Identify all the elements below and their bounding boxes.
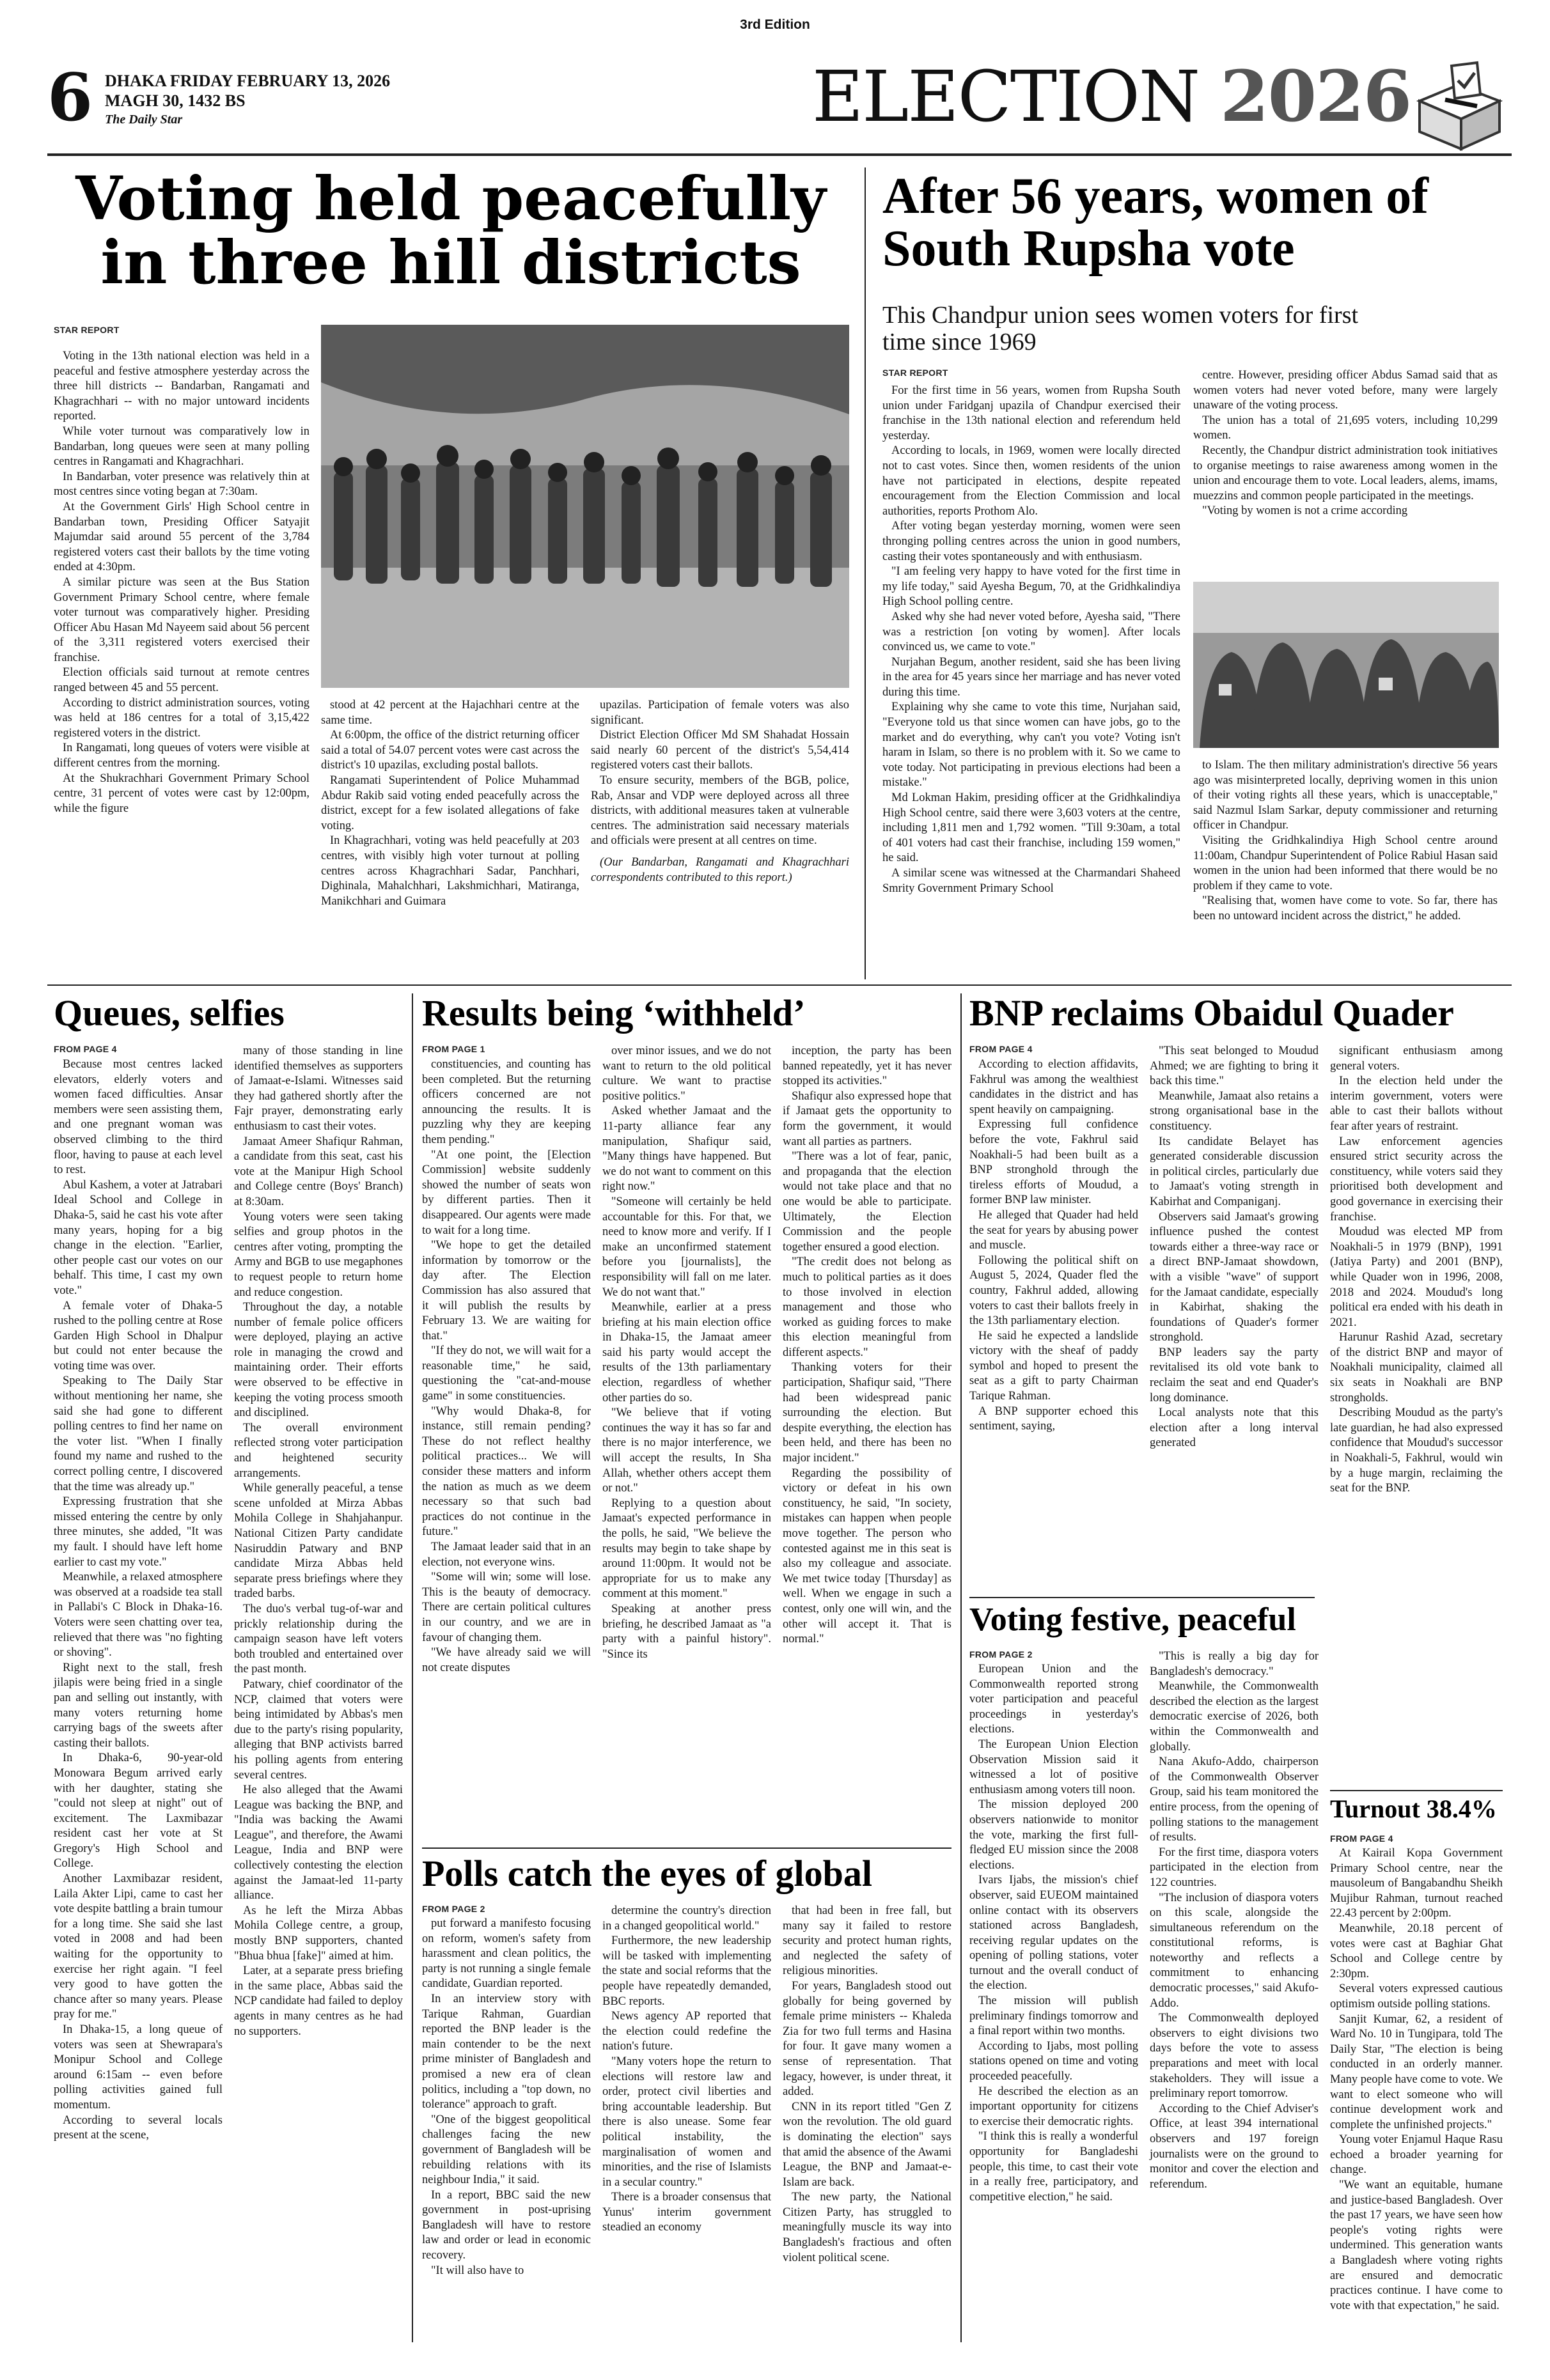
paper-name: The Daily Star — [105, 113, 183, 127]
festive-kicker: FROM PAGE 2 — [969, 1649, 1033, 1660]
rupsha-headline: After 56 years, women of South Rupsha vote — [882, 168, 1429, 277]
polls-column-3: that had been in free fall, but many say it failed to restore security and protect human rights, and neglected the safety of religious minorities. For years, Bangladesh stood out globally for being governed by female prime ministers -- Khaleda Zia for two full terms and Hasina for four. It gave many women a sense of representation. That legacy, however, is under threat, it added. CNN in its report titled "Gen Z won the revolution. The old guard is dominating the election" says that amid the absence of the Awami League, the BNP and Jamaat-e-Islam are back. The new party, the National Citizen Party, has struggled to meaningfully muscle its way into Bangladesh's fractious and often violent political scene. — [783, 1904, 951, 2264]
rupsha-column-2-top: centre. However, presiding officer Abdus Samad said that as women voters had never voted before, many were largely unaware of the voting process. The union has a total of 21,695 voters, including 10,299 women. Recently, the Chandpur district administration took initiatives to organise meetings to raise awareness among women in the union and encourage them to vote. Local leaders, alems, imams, muezzins and common people participated in the meetings. "Voting by women is not a crime according — [1193, 369, 1498, 518]
bnp-headline: BNP reclaims Obaidul Quader — [969, 992, 1454, 1034]
section-year: 2026 — [1220, 55, 1411, 137]
polls-top-rule — [422, 1847, 951, 1849]
bnp-kicker: FROM PAGE 4 — [969, 1044, 1033, 1054]
bottom-divider-1 — [412, 993, 413, 2342]
queues-column-1: Because most centres lacked elevators, elderly voters and women faced difficulties. Ansar members were seen assisting them, and one pregnant woman was observed climbing to the third floor, having to pause at each level to rest. Abul Kashem, a voter at Jatrabari Ideal School and College in Dhaka-5, said he cast his vote after many years, hoping for a big change in the election. "Earlier, other people cast our votes on our behalf. This time, I cast my own vote." A female voter of Dhaka-5 rushed to the polling centre at Rose Garden High School in Dhalpur but could not enter because the voting time was over. Speaking to The Daily Star without mentioning her name, she said she had gone to different polling centres to find her name on the voter list. "When I finally found my name and rushed to the correct polling centre, I discovered that the time was already up." Expressing frustration that she missed entering the centre by only three minutes, she added, "It was my fault. I should have left home earlier to cast my vote." Meanwhile, a relaxed atmosphere was observed at a roadside tea stall in Pallabi's C Block in Dhaka-16. Voters were seen chatting over tea, relieved that there was "no fighting or shoving". Right next to the stall, fresh jilapis were being fried in a single pan and selling out instantly, with many voters returning home carrying bags of the sweets after casting their ballots. In Dhaka-6, 90-year-old Monowara Begum arrived early with her daughter, stating she "could not sleep at night" out of excitement. The Laxmibazar resident cast her vote at St Gregory's High School and College. Another Laxmibazar resident, Laila Akter Lipi, came to cast her vote despite battling a brain tumour for a long time. She said she last voted in 2008 and had been waiting for the opportunity to exercise her right again. "I feel very good to have gotten the chance after so many years. Please pray for me." In Dhaka-15, a long queue of voters was seen at Shewrapara's Monipur School and College around 6:15am -- even before polling activities gained full momentum. According to several locals present at the scene, — [54, 1058, 223, 2142]
top-column-divider — [865, 167, 866, 979]
edition-label: 3rd Edition — [740, 17, 810, 32]
polls-kicker: FROM PAGE 2 — [422, 1904, 485, 1914]
bottom-divider-2 — [960, 993, 962, 2342]
turnout-headline: Turnout 38.4% — [1330, 1794, 1497, 1823]
festive-headline: Voting festive, peaceful — [969, 1601, 1296, 1638]
results-column-2: over minor issues, and we do not want to return to the old political culture. We want to practise positive politics." Asked whether Jamaat and the 11-party alliance fear any manipulation, Shafiqur said, "Many things have happened. But we do not want to comment on this right now." "Someone will certainly be held accountable for this. For that, we need to know more and verify. If I make an unconfirmed statement before you [journalists], the responsibility will fall on me later. We do not want that." Meanwhile, earlier at a press briefing at his main election office in Dhaka-15, the Jamaat ameer said his party would accept the results of the 13th parliamentary election, regardless of whether other parties do so. "We believe that if voting continues the way it has so far and there is no major interference, we will accept the results, In Sha Allah, whether others accept them or not." Replying to a question about Jamaat's expected performance in the polls, he said, "We believe the results may begin to take shape by around 11:00pm. It would not be appropriate for us to make any comment at this moment." Speaking at another press briefing, he described Jamaat as "a party with a painful history". "Since its — [602, 1045, 771, 1661]
queues-column-2: many of those standing in line identified themselves as supporters of Jamaat-e-Islami. Witnesses said they had gathered shortly after the Fajr prayer, demonstrating early enthusiasm to cast their votes. Jamaat Ameer Shafiqur Rahman, a candidate from this seat, cast his vote at the Manipur High School and College centre (Boys' Branch) at 8:30am. Young voters were seen taking selfies and group photos in the centres after voting, prompting the Army and BGB to use megaphones to request people to return home and reduce congestion. Throughout the day, a notable number of female police officers were deployed, playing an active role in managing the crowd and maintaining order. Their efforts were observed to be effective in keeping the voting process smooth and disciplined. The overall environment reflected strong voter participation and heightened security arrangements. While generally peaceful, a tense scene unfolded at Mirza Abbas Mohila College in Shahjahanpur. National Citizen Party candidate Nasiruddin Patwary and BNP candidate Mirza Abbas held separate press briefings where they traded barbs. The duo's verbal tug-of-war and prickly relationship during the campaign season have left voters both troubled and entertained over the past month. Patwary, chief coordinator of the NCP, claimed that voters were being intimidated by Abbas's men due to the party's rising popularity, alleging that BNP activists barred his polling agents from entering several centres. He also alleged that the Awami League was backing the BNP, and "India was backing the Awami League", and therefore, the Awami League, India and BNP were collectively contesting the election against the Jamaat-led 11-party alliance. As he left the Mirza Abbas Mohila College centre, a group, mostly BNP supporters, chanted "Bhua bhua [fake]" aimed at him. Later, at a separate press briefing in the same place, Abbas said the NCP candidate had failed to deploy agents in many centres as he had no supporters. — [234, 1045, 403, 2038]
queues-headline: Queues, selfies — [54, 992, 285, 1034]
rupsha-subhead: This Chandpur union sees women voters for first time since 1969 — [882, 302, 1359, 355]
dateline: DHAKA FRIDAY FEBRUARY 13, 2026 — [105, 72, 391, 90]
turnout-kicker: FROM PAGE 4 — [1330, 1833, 1393, 1844]
festive-column-1: European Union and the Commonwealth reported strong voter participation and peaceful proceedings in yesterday's elections. The European Union Election Observation Mission said it witnessed a lot of positive enthusiasm among voters till noon. The mission deployed 200 observers nationwide to monitor the vote, marking the first full-fledged EU mission since the 2008 elections. Ivars Ijabs, the mission's chief observer, said EUEOM maintained online contact with its observers stationed across Bangladesh, receiving regular updates on the opening of polling stations, voter turnout and the overall conduct of the election. The mission will publish preliminary findings tomorrow and a final report within two months. According to Ijabs, most polling stations opened on time and voting proceeded peacefully. He described the election as an important opportunity for citizens to exercise their democratic rights. "I think this is really a wonderful opportunity for Bangladeshi people, this time, to cast their vote in a really free, participatory, and competitive election," he said. — [969, 1663, 1138, 2204]
ballot-box-icon — [1407, 56, 1509, 152]
festive-column-2: "This is really a big day for Bangladesh's democracy." Meanwhile, the Commonwealth described the election as the largest democratic exercise of 2026, both within the Commonwealth and globally. Nana Akufo-Addo, chairperson of the Commonwealth Observer Group, said his team monitored the entire process, from the opening of polling stations to the management of results. For the first time, diaspora voters participated in the election from 122 countries. "The inclusion of diaspora voters on this scale, alongside the simultaneous referendum on the constitutional reforms, is noteworthy and reflects a commitment to enhancing democratic processes," said Akufo-Addo. The Commonwealth deployed observers to eight divisions two days before the vote to assess preparations and meet with local stakeholders. They will issue a preliminary report tomorrow. According to the Chief Adviser's Office, at least 394 international observers and 197 foreign journalists were on the ground to monitor and cover the election and referendum. — [1150, 1650, 1319, 2191]
bnp-column-3: significant enthusiasm among general voters. In the election held under the interim government, voters were able to cast their ballots without fear after years of restraint. Law enforcement agencies ensured strict security across the constituency, while voters said they prioritised both development and good governance in exercising their franchise. Moudud was elected MP from Noakhali-5 in 1979 (BNP), 1991 (Jatiya Party) and 2001 (BNP), while Quader won in 1996, 2008, 2018 and 2024. Moudud's long political era ended with his death in 2021. Harunur Rashid Azad, secretary of the district BNP and mayor of Noakhali municipality, claimed all six seats in Noakhali are BNP strongholds. Describing Moudud as the party's late guardian, he had also expressed confidence that Moudud's successor in Noakhali-5, Fakhrul, would win by a huge margin, reclaiming the seat for the BNP. — [1330, 1045, 1503, 1495]
polls-column-1: put forward a manifesto focusing on reform, women's safety from harassment and clean politics, the party is not running a single female candidate, Guardian reported. In an interview story with Tarique Rahman, Guardian reported the BNP leader is the main contender to be the next prime minister of Bangladesh and promised a new era of clean politics, including a "top down, no tolerance" approach to graft. "One of the biggest geopolitical challenges facing the new government of Bangladesh will be rebuilding relations with its neighbour India," it said. In a report, BBC said the new government in post-uprising Bangladesh will have to restore law and order or lead in economic recovery. "It will also have to — [422, 1917, 591, 2277]
rupsha-women-photo — [1193, 582, 1499, 748]
section-title — [812, 55, 1411, 137]
results-column-3: inception, the party has been banned repeatedly, yet it has never stopped its activities." Shafiqur also expressed hope that if Jamaat gets the opportunity to form the government, it would want all parties as partners. "There was a lot of fear, panic, and propaganda that the election would not take place and that no one would be able to participate. Ultimately, the Election Commission and the people together ensured a good election. "The credit does not belong as much to political parties as it does to those involved in election management and those who worked as guiding forces to make this election meaningful from different aspects." Thanking voters for their participation, Shafiqur said, "There had been widespread panic surrounding the election. But despite everything, the election has been held, and there has been no major incident." Regarding the possibility of victory or defeat in his own constituency, he said, "In society, mistakes can happen when people move together. The person who contested against me in this seat is also my colleague and associate. We met twice today [Thursday] as well. When we engage in such a contest, only one will win, and the other will accept it. That is normal." — [783, 1045, 951, 1646]
hill-credit: (Our Bandarban, Rangamati and Khagrachhari correspondents contributed to this report.) — [591, 855, 849, 884]
page-number: 6 — [47, 59, 93, 136]
turnout-top-rule — [1330, 1790, 1503, 1791]
queues-kicker: FROM PAGE 4 — [54, 1044, 117, 1054]
rupsha-byline: STAR REPORT — [882, 368, 948, 378]
hill-byline: STAR REPORT — [54, 325, 120, 335]
polls-headline: Polls catch the eyes of global — [422, 1853, 872, 1894]
section-word: ELECTION — [812, 56, 1200, 137]
rupsha-column-1: For the first time in 56 years, women from Rupsha South union under Faridganj upazila of Chandpur exercised their franchise in the 13th national election and referendum held yesterday. According to locals, in 1969, women were locally directed not to cast votes. Since then, women residents of the union have not participated in elections, despite repeated encouragement from the Election Commission and local authorities, reports Prothom Alo. After voting began yesterday morning, women were seen thronging polling centres across the union in good numbers, casting their votes spontaneously and with enthusiasm. "I am feeling very happy to have voted for the first time in my life today," said Ayesha Begum, 70, at the Gridhkalindiya High School polling centre. Asked why she had never voted before, Ayesha said, "There was a restriction [on voting by women]. After locals convinced us, we came to vote." Nurjahan Begum, another resident, said she has been living in the area for 45 years since her marriage and has never voted during this time. Explaining why she came to vote this time, Nurjahan said, "Everyone told us that since women can have jobs, go to the market and do everything, why can't you vote? Voting isn't haram in Islam, so there is no problem with it. So we came to vote today. Not participating in previous elections had been a mistake." Md Lokman Hakim, presiding officer at the Gridhkalindiya High School centre, said there were 3,603 voters at the centre, including 1,811 men and 1,792 women. "Till 9:30am, a total of 401 voters had cast their franchise, including 159 women," he said. A similar scene was witnessed at the Charmandari Shaheed Smrity Government Primary School — [882, 384, 1180, 895]
bnp-column-2: "This seat belonged to Moudud Ahmed; we are fighting to bring it back this time." Meanwhile, Jamaat also retains a strong organisational base in the constituency. Its candidate Belayet has generated considerable discussion in political circles, particularly due to Jamaat's voting strength in Kabirhat and Companiganj. Observers said Jamaat's growing influence pushed the contest towards either a three-way race or a direct BNP-Jamaat showdown, with a visible "wave" of support for the Jamaat candidate, especially in Kabirhat, shaking the foundations of Quader's former stronghold. BNP leaders say the party revitalised its old vote bank to reclaim the seat and end Quader's long dominance. Local analysts note that this election after a long interval generated — [1150, 1045, 1319, 1450]
hill-column-2: stood at 42 percent at the Hajachhari centre at the same time. At 6:00pm, the office of the district returning officer said a total of 54.07 percent votes were cast across the district's 10 upazilas, excluding postal ballots. Rangamati Superintendent of Police Muhammad Abdur Rakib said voting ended peacefully across the district, except for a few isolated allegations of fake voting. In Khagrachhari, voting was held peacefully at 203 centres, with visibly high voter turnout at polling centres across Khagrachhari Sadar, Panchhari, Dighinala, Mahalchhari, Lakshmichhari, Matiranga, Manikchhari and Guimara — [321, 699, 579, 908]
results-column-1: constituencies, and counting has been completed. But the returning officers concerned are not announcing the results. It is puzzling why they are keeping them pending." "At one point, the [Election Commission] website suddenly showed the number of seats won by different parties. Then it disappeared. Our agents were made to wait for a long time. "We hope to get the detailed information by tomorrow or the day after. The Election Commission has also assured that it will publish the results by February 13. We are waiting for that." "If they do not, we will wait for a reasonable time," he said, questioning the "cat-and-mouse game" in some constituencies. "Why would Dhaka-8, for instance, still remain pending? These do not reflect healthy political practices... We will consider these matters and inform the nation as much as we deem necessary so that such bad practices do not continue in the future." The Jamaat leader said that in an election, not everyone wins. "Some will win; some will lose. This is the beauty of democracy. There are certain political cultures in our country, and we are in favour of changing them. "We have already said we will not create disputes — [422, 1058, 591, 1674]
bnp-column-1: According to election affidavits, Fakhrul was among the wealthiest candidates in the district and has spent heavily on campaigning. Expressing full confidence before the vote, Fakhrul said Noakhali-5 had been built as a BNP stronghold through the tireless efforts of Moudud, a former BNP law minister. He alleged that Quader had held the seat for years by abusing power and muscle. Following the political shift on August 5, 2024, Quader fled the country, Fakhrul added, allowing voters to cast their ballots freely in the 13th parliamentary election. He said he expected a landslide victory with the sheaf of paddy symbol and hoped to present the seat as a gift to party Chairman Tarique Rahman. A BNP supporter echoed this sentiment, saying, — [969, 1058, 1138, 1433]
rupsha-column-2-bottom: to Islam. The then military administration's directive 56 years ago was misinterpreted locally, depriving women in this union of their voting rights all these years, which is unacceptable," said Nazmul Islam Sarkar, deputy commissioner and returning officer in Chandpur. Visiting the Gridhkalindiya High School centre around 11:00am, Chandpur Superintendent of Police Rabiul Hasan said women in the union had been informed that there would be no problem if they came to vote. "Realising that, women have come to vote. So far, there has been no untoward incident across the district," he added. — [1193, 759, 1498, 922]
turnout-column-1: At Kairail Kopa Government Primary School centre, near the mausoleum of Bangabandhu Sheikh Mujibur Rahman, turnout reached 22.43 percent by 2:00pm. Meanwhile, 20.18 percent of votes were cast at Baghiar Ghat School and College centre by 2:30pm. Several voters expressed cautious optimism outside polling stations. Sanjit Kumar, 62, a resident of Ward No. 10 in Tungipara, told The Daily Star, "The election is being conducted in an orderly manner. Many people have come to vote. We want to elect someone who will continue development work and complete the unfinished projects." Young voter Enjamul Haque Rasu echoed a broader yearning for change. "We want an equitable, humane and justice-based Bangladesh. Over the past 17 years, we have seen how people's voting rights were undermined. This generation wants a Bangladesh where voting rights are ensured and democratic practices continue. I have come to vote with that expectation," he said. — [1330, 1847, 1503, 2312]
hill-column-3: upazilas. Participation of female voters was also significant. District Election Officer Md SM Shahadat Hossain said nearly 60 percent of the district's 5,54,414 registered voters cast their ballots. To ensure security, members of the BGB, police, Rab, Ansar and VDP were deployed across all three districts, with additional measures taken at vulnerable centres. The administration said necessary materials and officials were present at all centres on time. (Our Bandarban, Rangamati and Khagrachhari correspondents contributed to this report.) — [591, 698, 849, 885]
results-headline: Results being ‘withheld’ — [422, 992, 806, 1034]
hill-column-1: Voting in the 13th national election was held in a peaceful and festive atmosphere yesterday across the three hill districts -- Bandarban, Rangamati and Khagrachhari -- with no major untoward incidents reported. While voter turnout was comparatively low in Bandarban, long queues were seen at many polling centres in Rangamati and Khagrachhari. In Bandarban, voter presence was relatively thin at most centres since voting began at 7:30am. At the Government Girls' High School centre in Bandarban town, Presiding Officer Satyajit Majumdar said around 55 percent of the 3,784 registered voters cast their ballots by the time voting ended at 4:30pm. A similar picture was seen at the Bus Station Government Primary School centre, where female voter turnout was comparatively higher. Presiding Officer Abu Hasan Md Nayeem said about 56 percent of the 3,311 registered voters exercised their franchise. Election officials said turnout at remote centres ranged between 45 and 55 percent. According to district administration sources, voting was held at 186 centres for a total of 3,15,422 registered voters in the district. In Rangamati, long queues of voters were visible at different centres from the morning. At the Shukrachhari Government Primary School centre, 31 percent of votes were cast by 12:00pm, while the figure — [54, 350, 309, 815]
middle-rule — [47, 984, 1512, 986]
festive-top-rule — [969, 1597, 1315, 1598]
results-kicker: FROM PAGE 1 — [422, 1044, 485, 1054]
hill-headline: Voting held peacefully in three hill districts — [75, 164, 826, 298]
bangla-date: MAGH 30, 1432 BS — [105, 91, 246, 110]
hill-voters-photo — [321, 325, 849, 688]
polls-column-2: determine the country's direction in a changed geopolitical world." Furthermore, the new leadership will be tasked with implementing the state and social reforms that the people have repeatedly demanded, BBC reports. News agency AP reported that the election could redefine the nation's future. "Many voters hope the return to elections will restore law and order, protect civil liberties and bring accountable leadership. But there is also unease. Some fear political instability, the marginalisation of women and minorities, and the rise of Islamists in a secular country." There is a broader consensus that Yunus' interim government steadied an economy — [602, 1904, 771, 2234]
masthead-rule — [47, 153, 1512, 156]
